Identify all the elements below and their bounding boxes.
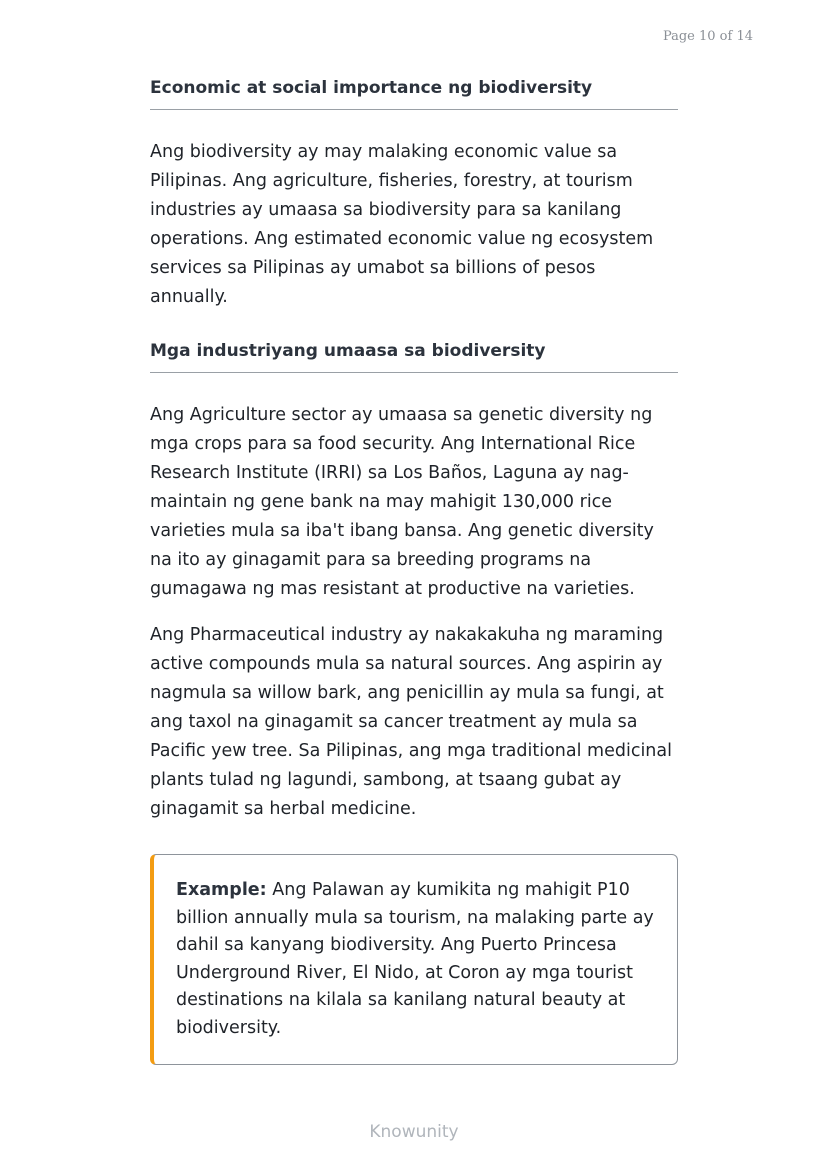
paragraph-agriculture: Ang Agriculture sector ay umaasa sa genetic diversity ng mga crops para sa food security. Ang International Rice Research Institute (IRRI) sa Los Baños, Laguna ay nag-maintain ng gene bank na may mahigit 130,000 rice varieties mula sa iba't ibang bansa. Ang genetic diversity na ito ay ginagamit para sa breeding programs na gumagawa ng mas resistant at productive na varieties. [150, 405, 654, 599]
paragraph-pharmaceutical: Ang Pharmaceutical industry ay nakakakuha ng maraming active compounds mula sa natural sources. Ang aspirin ay nagmula sa willow bark, ang penicillin ay mula sa fungi, at ang taxol na ginagamit sa cancer treatment ay mula sa Pacific yew tree. Sa Pilipinas, ang mga traditional medicinal plants tulad ng lagundi, sambong, at tsaang gubat ay ginagamit sa herbal medicine. [150, 625, 672, 819]
page-number: Page 10 of 14 [662, 29, 753, 44]
section-heading-industries: Mga industriyang umaasa sa biodiversity [150, 340, 678, 373]
example-text [176, 877, 657, 1042]
footer-brand: Knowunity [369, 1122, 459, 1142]
example-body: Ang Palawan ay kumikita ng mahigit P10 billion annually mula sa tourism, na malaking parte ay dahil sa kanyang biodiversity. Ang Puerto Princesa Underground River, El Nido, at Coron ay mga tourist destinations na kilala sa kanilang natural beauty at biodiversity. [176, 880, 654, 1038]
paragraph-economic-value: Ang biodiversity ay may malaking economic value sa Pilipinas. Ang agriculture, fisheries, forestry, at tourism industries ay umaasa sa biodiversity para sa kanilang operations. Ang estimated economic value ng ecosystem services sa Pilipinas ay umabot sa billions of pesos annually. [150, 142, 654, 307]
document-content [150, 77, 678, 1065]
section-heading-economic: Economic at social importance ng biodiversity [150, 77, 678, 110]
example-label: Example: [176, 880, 267, 900]
example-callout [150, 854, 678, 1065]
